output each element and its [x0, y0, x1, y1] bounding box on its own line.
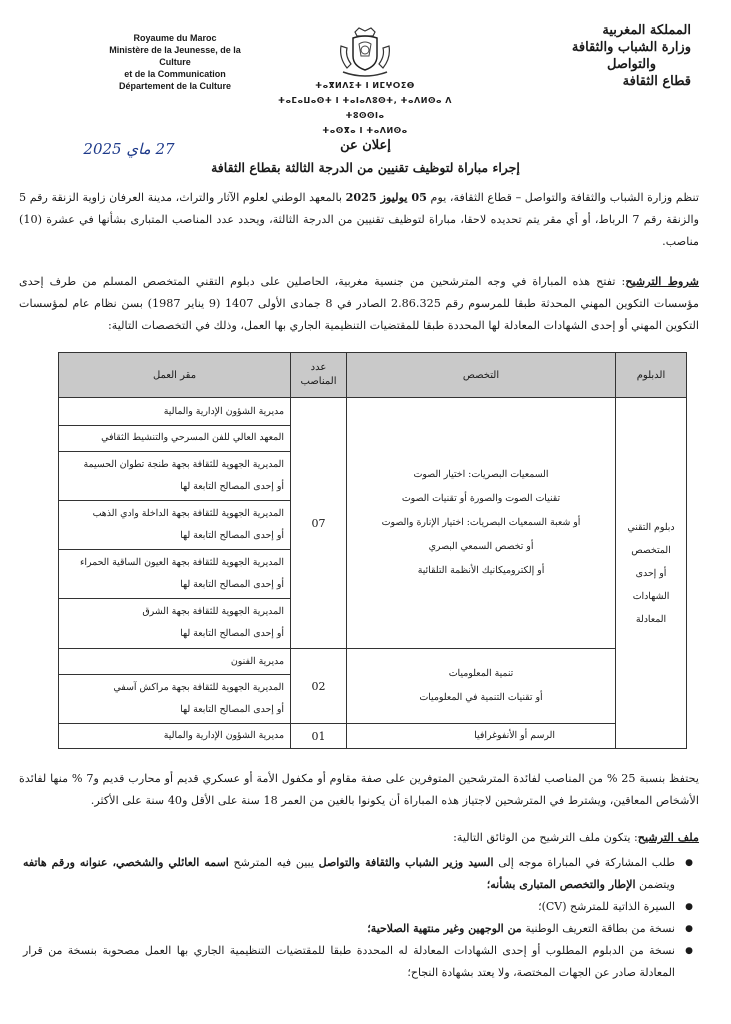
conditions-text: : تفتح هذه المباراة في وجه المترشحين من جنسية مغربية، الحاصلين على دبلوم التقني المتخصص المسلم من طرف إحدى مؤسسات التكوين المهني المحدثة طبقا للمرسوم رقم 2.86.325 الصادر في 8 جمادى الأولى 1407 (9 يناير 1987) بسن نظام عام لمؤسسات التكوين المهني أو إحدى الشهادات المعادلة لها المحددة طبقا للمقتضيات التنظيمية الجاري بها العمل، وذلك في التخصصات التالية: — [19, 275, 699, 332]
th-specialty: التخصص — [347, 353, 616, 398]
workplace-entry — [59, 725, 290, 747]
specialty-line: الرسم أو الأنفوغرافيا — [474, 730, 555, 741]
table-header-row — [59, 353, 687, 398]
workplace-line: أو إحدى المصالح التابعة لها — [180, 627, 284, 639]
specialty-line: تقنيات الصوت والصورة أو تقنيات الصوت — [401, 493, 561, 504]
diploma-cell — [616, 398, 687, 749]
workplace-cell — [59, 649, 291, 724]
item-bold: الإطار والتخصص المتبارى بشأنه؛ — [486, 878, 636, 891]
header-arabic-block — [531, 22, 691, 90]
intro-date: 05 يوليوز 2025 — [345, 190, 427, 204]
workplace-line: المديرية الجهوية للثقافة بجهة الشرق — [142, 605, 284, 617]
list-item — [23, 918, 693, 940]
table-row — [59, 398, 687, 649]
count-cell: 07 — [291, 398, 347, 649]
workplace-line: أو إحدى المصالح التابعة لها — [180, 704, 284, 715]
th-diploma: الدبلوم — [616, 353, 687, 398]
announcement-title: إعلان عن — [340, 138, 391, 153]
workplace-line: مديرية الشؤون الإدارية والمالية — [163, 406, 284, 417]
item-text: نسخة من بطاقة التعريف الوطنية — [521, 922, 675, 935]
specialty-line: أو تخصص السمعي البصري — [428, 541, 534, 552]
specialty-cell — [347, 724, 616, 749]
header-ar-line: والتواصل — [607, 57, 656, 72]
workplace-entry — [59, 501, 290, 550]
specialty-line: أو شعبة السمعيات البصريات: اختيار الإنارة والصوت — [381, 517, 581, 528]
specialty-line: أو إلكتروميكانيك الأنظمة التلقائية — [417, 565, 545, 576]
header-ar-line: وزارة الشباب والثقافة — [571, 40, 691, 55]
workplace-line: أو إحدى المصالح التابعة لها — [180, 529, 284, 541]
item-text: طلب المشاركة في المباراة موجه إلى — [493, 856, 676, 869]
list-item — [23, 896, 693, 918]
th-count — [291, 353, 347, 398]
header-fr-line: Département de la Culture — [118, 81, 232, 91]
workplace-line: أو إحدى المصالح التابعة لها — [180, 480, 284, 492]
diploma-line: المعادلة — [635, 613, 667, 625]
header-tif-line: ⵜⴰⵙⴳⴰ ⵏ ⵜⴰⴷⵍⵙⴰ — [322, 126, 408, 135]
item-text: السيرة الذاتية للمترشح (CV)؛ — [538, 900, 675, 913]
conditions-paragraph — [19, 270, 699, 337]
workplace-entry — [59, 426, 290, 452]
header-french-block — [100, 32, 250, 92]
intro-part1: تنظم وزارة الشباب والثقافة والتواصل – قطاع الثقافة، يوم — [426, 191, 699, 204]
workplace-line: المديرية الجهوية للثقافة بجهة العيون الساقية الحمراء — [80, 556, 284, 568]
item-text: نسخة من الدبلوم المطلوب أو إحدى الشهادات المعادلة له المحددة طبقا للمقتضيات التنظيمية الجاري بها العمل مصحوبة بنسخة من قرار المعادلة صادر عن الجهات المختصة، ولا يعتد بشهادة النجاح؛ — [23, 944, 675, 979]
workplace-cell — [59, 398, 291, 649]
diploma-line: المتخصص — [631, 544, 671, 556]
quota-paragraph: يحتفظ بنسبة 25 % من المناصب لفائدة المترشحين المتوفرين على صفة مقاوم أو مكفول الأمة أو عسكري قديم أو محارب قديم و7 % منها لفائدة الأشخاص المعاقين، ويشترط في المترشحين لاجتياز هذه المباراة أن يكونوا بالغين من العمر 18 سنة على الأقل و40 سنة على الأكثر. — [19, 772, 699, 807]
announcement-subtitle: إجراء مباراة لتوظيف تقنيين من الدرجة الثالثة بقطاع الثقافة — [211, 160, 520, 175]
workplace-line: المعهد العالي للفن المسرحي والتنشيط الثقافي — [101, 432, 284, 443]
header-tif-line: ⵜⴰⴳⵍⴷⵉⵜ ⵏ ⵍⵎⵖⵔⵉⴱ — [315, 81, 415, 90]
specialty-line: السمعيات البصريات: اختيار الصوت — [413, 469, 549, 480]
workplace-entry — [59, 550, 290, 599]
item-text: ويتضمن — [635, 878, 675, 891]
file-text: : يتكون ملف الترشيح من الوثائق التالية: — [453, 831, 638, 844]
intro-paragraph — [19, 186, 699, 253]
workplace-cell — [59, 724, 291, 749]
specialty-line: أو تقنيات التنمية في المعلوميات — [419, 692, 543, 703]
count-cell: 02 — [291, 649, 347, 724]
th-count-line: المناصب — [300, 376, 337, 387]
th-workplace: مقر العمل — [59, 353, 291, 398]
workplace-entry — [59, 675, 290, 723]
workplace-line: مديرية الشؤون الإدارية والمالية — [163, 730, 284, 741]
item-text: يبين فيه المترشح — [228, 856, 319, 869]
workplace-line: المديرية الجهوية للثقافة بجهة الداخلة وادي الذهب — [92, 507, 284, 519]
header-fr-line: Ministère de la Jeunesse, de la Culture — [109, 45, 241, 67]
diploma-line: دبلوم التقني — [627, 521, 675, 533]
workplace-line: المديرية الجهوية للثقافة بجهة مراكش آسفي — [113, 682, 284, 693]
item-bold: السيد وزير الشباب والثقافة والتواصل — [318, 856, 494, 869]
workplace-entry — [59, 452, 290, 501]
workplace-line: أو إحدى المصالح التابعة لها — [180, 578, 284, 590]
diploma-line: الشهادات — [632, 590, 670, 602]
workplace-entry — [59, 649, 290, 675]
header-ar-line: قطاع الثقافة — [622, 74, 691, 89]
intro-part2: بالمعهد الوطني لعلوم الآثار والتراث، مدينة العرفان زاوية الزنقة رقم 5 والزنقة رقم 7 الرباط، أو أي مقر يتم تحديده لاحقا، مباراة لتوظيف تقنيين من الدرجة الثالثة، ويحدد عدد المناصب المتبارى بشأنها في عشرة (10) مناصب. — [19, 191, 699, 248]
header-ar-line: المملكة المغربية — [602, 23, 691, 38]
workplace-line: المديرية الجهوية للثقافة بجهة طنجة تطوان الحسيمة — [83, 458, 284, 470]
moroccan-coat-of-arms-icon — [333, 26, 397, 80]
table-row — [59, 649, 687, 724]
workplace-entry — [59, 400, 290, 426]
header-fr-line: Royaume du Maroc — [133, 33, 217, 43]
list-item — [23, 852, 693, 896]
documents-list — [23, 852, 693, 984]
list-item — [23, 940, 693, 984]
diploma-line: أو إحدى — [635, 567, 667, 579]
count-cell: 01 — [291, 724, 347, 749]
conditions-label: شروط الترشيح — [625, 274, 699, 288]
specialty-cell — [347, 649, 616, 724]
header-tif-line: ⵜⴰⵎⴰⵡⴰⵙⵜ ⵏ ⵜⴰⵏⴰⴷⵓⵙⵜ, ⵜⴰⴷⵍⵙⴰ ⴷ ⵜⵓⵙⵙⵏⴰ — [278, 96, 452, 120]
handwritten-date: 27 ماي 2025 — [83, 140, 175, 158]
header-tifinagh-block — [270, 78, 460, 138]
workplace-line: مديرية الفنون — [230, 655, 284, 667]
table-row — [59, 724, 687, 749]
file-paragraph — [19, 826, 699, 849]
specialty-line: تنمية المعلوميات — [448, 668, 514, 679]
specialty-cell — [347, 398, 616, 649]
positions-table — [58, 352, 687, 749]
file-label: ملف الترشيح — [637, 830, 699, 844]
item-bold: من الوجهين وغير منتهية الصلاحية؛ — [367, 922, 522, 935]
th-count-line: عدد — [310, 362, 327, 373]
header-fr-line: et de la Communication — [124, 69, 226, 79]
item-bold: اسمه العائلي والشخصي، عنوانه ورقم هاتفه — [23, 856, 229, 869]
workplace-entry — [59, 599, 290, 647]
